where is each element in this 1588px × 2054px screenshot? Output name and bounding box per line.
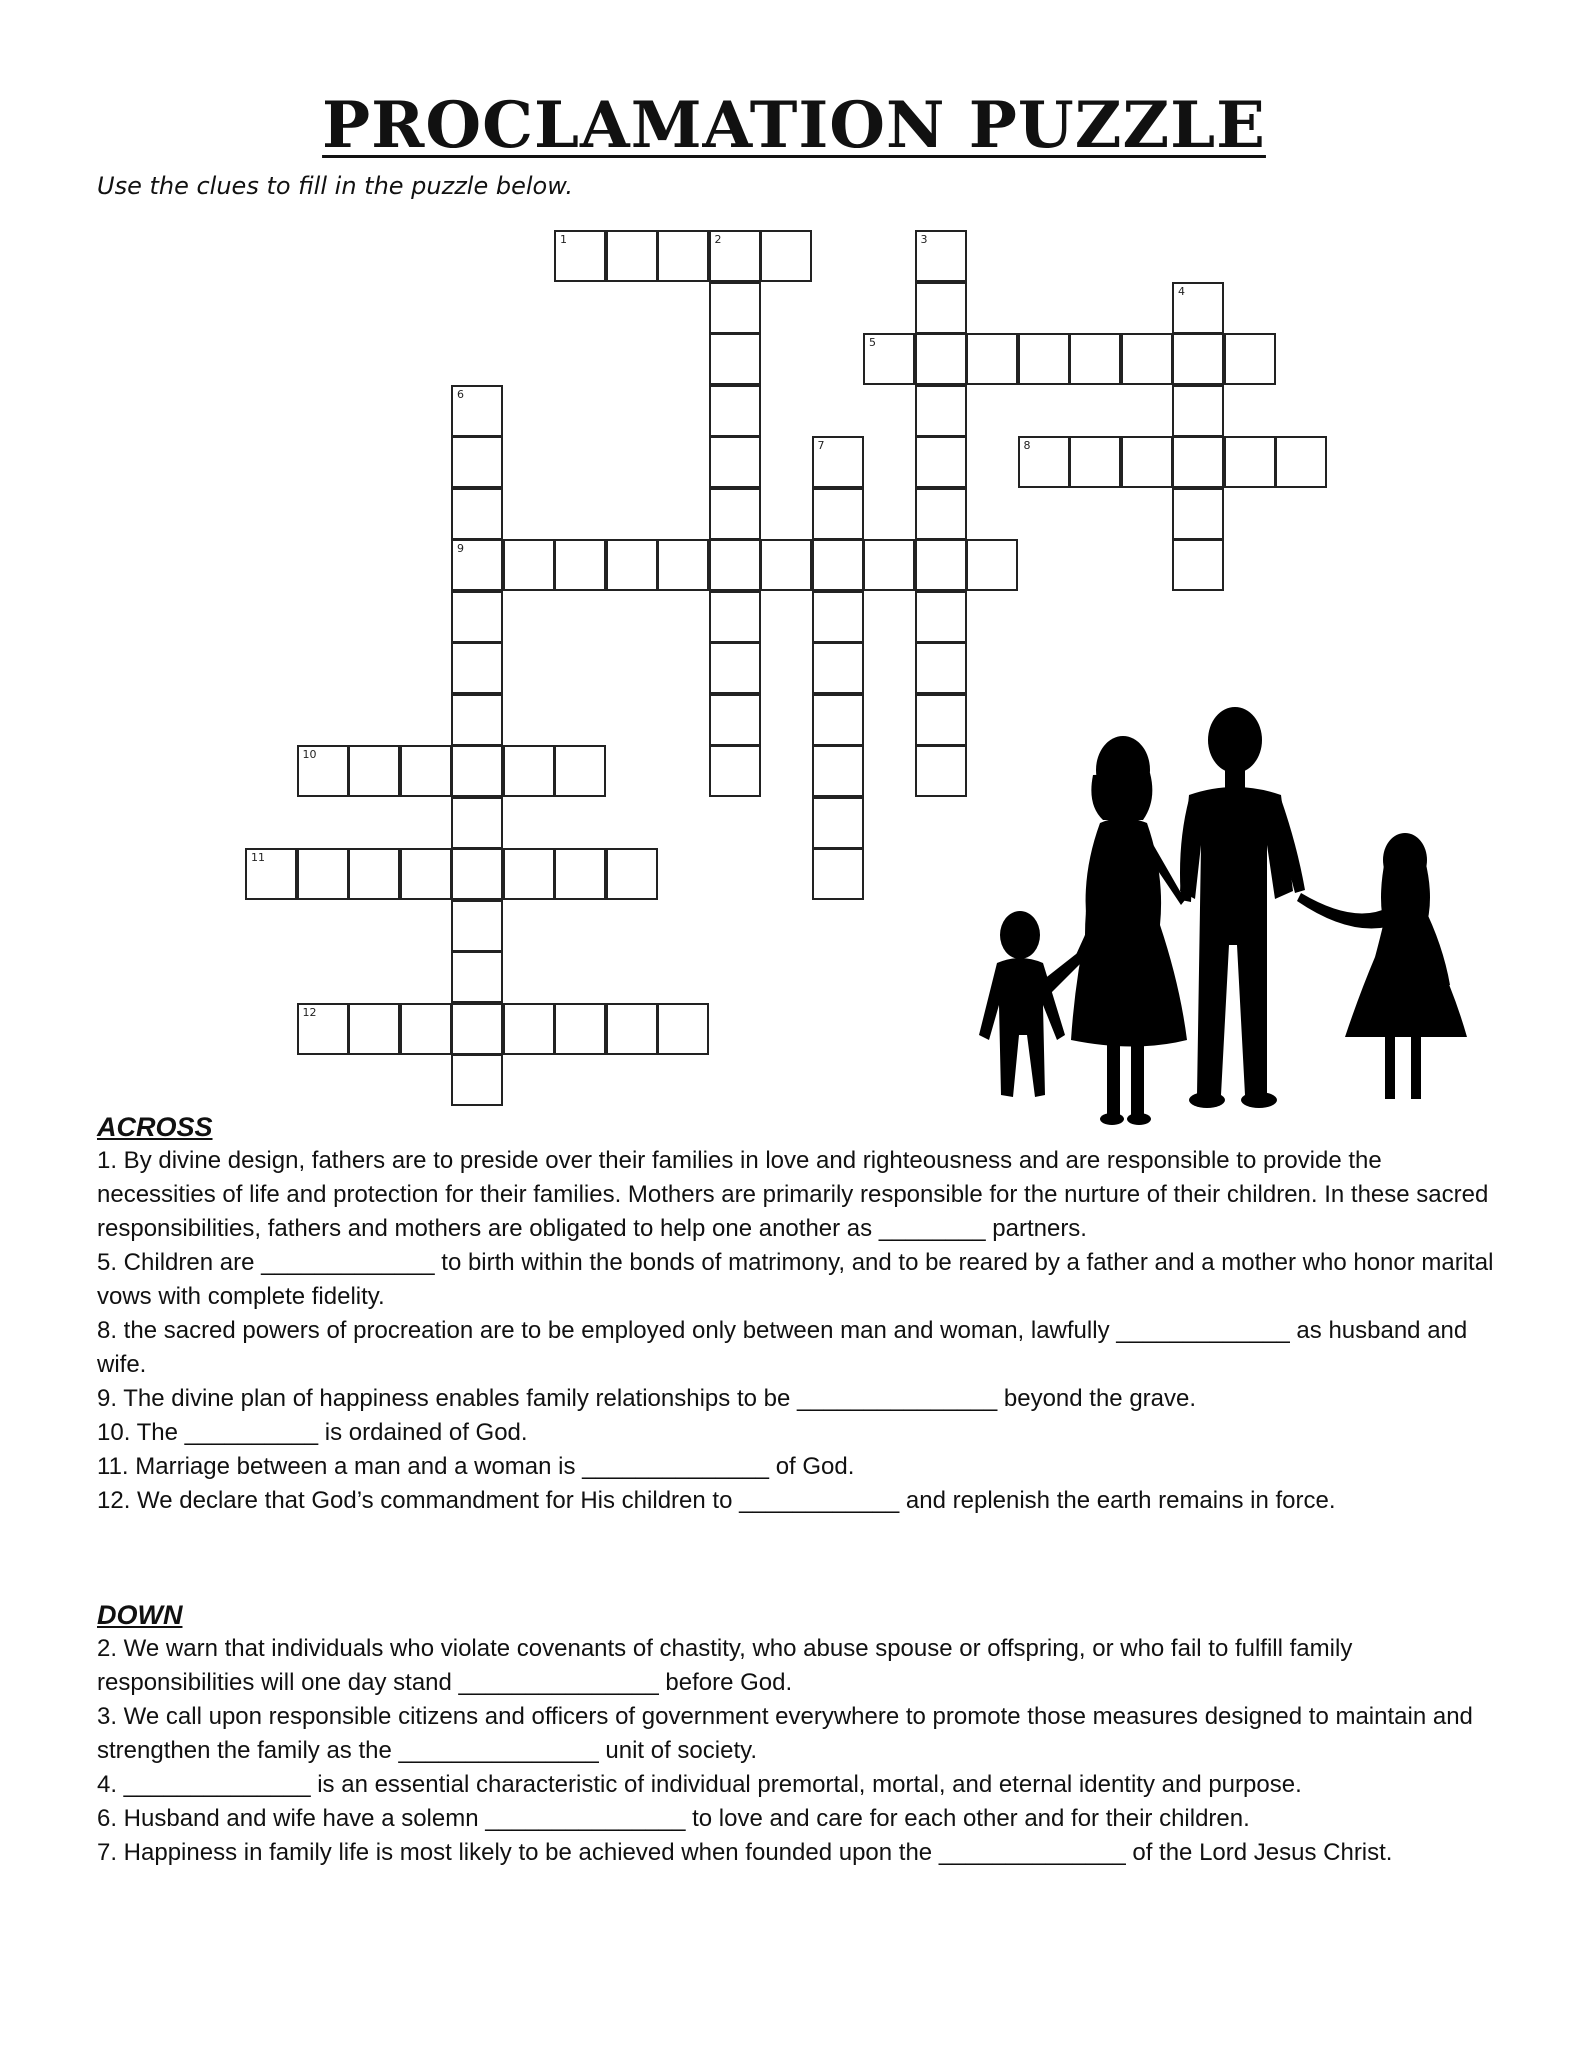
crossword-cell[interactable] [863,539,915,591]
crossword-cell[interactable] [245,848,297,900]
clue-number: 9 [457,542,464,555]
crossword-cell[interactable] [297,745,349,797]
clue-number: 4 [1178,284,1185,298]
across-clue-8: 8. the sacred powers of procreation are to be employed only between man and woman, lawfully _____________ as husband and wife. [97,1317,1474,1378]
down-clue-4: 4. ______________ is an essential characteristic of individual premortal, mortal, and eternal identity and purpose. [97,1771,1302,1798]
crossword-cell[interactable] [1018,333,1070,385]
crossword-cell[interactable] [709,642,761,694]
crossword-cell[interactable] [915,539,967,591]
crossword-cell[interactable] [451,385,503,437]
crossword-cell[interactable] [812,797,864,849]
down-clue-3: 3. We call upon responsible citizens and officers of government everywhere to promote those measures designed to maintain and strengthen the family as the _______________ unit of society. [97,1703,1480,1764]
crossword-cell[interactable] [1172,539,1224,591]
crossword-cell[interactable] [709,745,761,797]
crossword-cell[interactable] [1121,436,1173,488]
crossword-cell[interactable] [606,539,658,591]
crossword-cell[interactable] [451,539,503,591]
down-clue-6: 6. Husband and wife have a solemn _______________ to love and care for each other and for their children. [97,1805,1250,1832]
page-title-text: PROCLAMATION PUZZLE [322,88,1266,163]
crossword-cell[interactable] [709,230,761,282]
family-silhouette-icon [975,695,1495,1130]
crossword-cell[interactable] [348,745,400,797]
crossword-cell[interactable] [760,539,812,591]
crossword-cell[interactable] [966,539,1018,591]
crossword-cell[interactable] [503,1003,555,1055]
crossword-cell[interactable] [709,539,761,591]
crossword-cell[interactable] [709,282,761,334]
down-heading: DOWN [97,1600,183,1630]
crossword-cell[interactable] [657,1003,709,1055]
crossword-cell[interactable] [1224,333,1276,385]
crossword-cell[interactable] [812,591,864,643]
clue-number: 3 [920,233,928,246]
crossword-cell[interactable] [606,848,658,900]
crossword-cell[interactable] [451,1003,503,1055]
across-clue-11: 11. Marriage between a man and a woman is ______________ of God. [97,1453,855,1480]
crossword-cell[interactable] [709,488,761,540]
crossword-cell[interactable] [1172,282,1224,334]
crossword-cell[interactable] [1172,488,1224,540]
crossword-cell[interactable] [554,745,606,797]
clue-number: 1 [560,233,567,246]
crossword-cell[interactable] [1224,436,1276,488]
crossword-cell[interactable] [451,436,503,488]
crossword-cell[interactable] [915,230,967,282]
crossword-cell[interactable] [1069,436,1121,488]
across-clue-12: 12. We declare that God’s commandment for His children to ____________ and replenish the earth remains in force. [97,1487,1336,1514]
crossword-cell[interactable] [915,745,967,797]
crossword-cell[interactable] [400,745,452,797]
crossword-cell[interactable] [451,488,503,540]
crossword-cell[interactable] [348,848,400,900]
across-clue-9: 9. The divine plan of happiness enables family relationships to be _______________ beyond the grave. [97,1385,1197,1412]
crossword-cell[interactable] [863,333,915,385]
woman-figure [1071,736,1187,1125]
crossword-cell[interactable] [812,745,864,797]
crossword-cell[interactable] [451,848,503,900]
crossword-cell[interactable] [709,591,761,643]
crossword-cell[interactable] [1069,333,1121,385]
crossword-cell[interactable] [606,230,658,282]
crossword-cell[interactable] [554,539,606,591]
across-clue-list [97,1144,1501,1518]
crossword-cell[interactable] [554,848,606,900]
crossword-cell[interactable] [451,797,503,849]
clue-number: 2 [714,233,722,246]
crossword-cell[interactable] [400,848,452,900]
across-heading: ACROSS [97,1112,213,1142]
crossword-cell[interactable] [812,436,864,488]
clue-number: 5 [869,336,876,349]
clue-number: 7 [817,439,825,452]
crossword-cell[interactable] [451,591,503,643]
clue-number: 10 [302,748,317,761]
crossword-cell[interactable] [657,230,709,282]
crossword-cell[interactable] [915,694,967,746]
crossword-cell[interactable] [451,951,503,1003]
crossword-cell[interactable] [451,900,503,952]
crossword-cell[interactable] [657,539,709,591]
crossword-cell[interactable] [812,642,864,694]
crossword-cell[interactable] [503,745,555,797]
crossword-cell[interactable] [915,333,967,385]
crossword-cell[interactable] [760,230,812,282]
crossword-cell[interactable] [812,539,864,591]
crossword-cell[interactable] [554,230,606,282]
crossword-cell[interactable] [503,539,555,591]
crossword-cell[interactable] [915,282,967,334]
crossword-cell[interactable] [451,694,503,746]
man-figure [1180,707,1305,1108]
crossword-cell[interactable] [915,436,967,488]
crossword-cell[interactable] [915,591,967,643]
clue-number: 6 [457,387,464,401]
crossword-cell[interactable] [709,436,761,488]
crossword-cell[interactable] [915,642,967,694]
crossword-cell[interactable] [503,848,555,900]
crossword-cell[interactable] [915,385,967,437]
crossword-cell[interactable] [606,1003,658,1055]
down-clue-7: 7. Happiness in family life is most likely to be achieved when founded upon the ______________ of the Lord Jesus Christ. [97,1839,1393,1866]
crossword-cell[interactable] [1172,333,1224,385]
girl-figure [1297,833,1467,1099]
crossword-cell[interactable] [451,745,503,797]
crossword-cell[interactable] [297,848,349,900]
crossword-cell[interactable] [554,1003,606,1055]
down-clue-list [97,1632,1497,1870]
crossword-cell[interactable] [709,333,761,385]
crossword-cell[interactable] [812,694,864,746]
down-clue-2: 2. We warn that individuals who violate covenants of chastity, who abuse spouse or offspring, or who fail to fulfill family responsibilities will one day stand _______________ before God. [97,1635,1359,1696]
crossword-cell[interactable] [451,642,503,694]
crossword-cell[interactable] [400,1003,452,1055]
crossword-cell[interactable] [1018,436,1070,488]
crossword-cell[interactable] [915,488,967,540]
clue-number: 11 [251,851,265,864]
instructions: Use the clues to fill in the puzzle below. [97,172,573,200]
crossword-cell[interactable] [812,488,864,540]
across-clue-10: 10. The __________ is ordained of God. [97,1419,528,1446]
across-clue-5: 5. Children are _____________ to birth within the bonds of matrimony, and to be reared by a father and a mother who honor marital vows with complete fidelity. [97,1249,1501,1310]
crossword-cell[interactable] [451,1054,503,1106]
crossword-cell[interactable] [812,848,864,900]
crossword-cell[interactable] [1172,385,1224,437]
across-clue-1: 1. By divine design, fathers are to preside over their families in love and righteousness and are responsible to provide the necessities of life and protection for their families. Mothers are primarily responsible for the nurture of their children. In these sacred responsibilities, fathers and mothers are obligated to help one another as ________ partners. [97,1147,1495,1242]
crossword-cell[interactable] [709,385,761,437]
crossword-cell[interactable] [1275,436,1327,488]
clue-number: 8 [1023,439,1031,452]
crossword-cell[interactable] [709,694,761,746]
crossword-cell[interactable] [1121,333,1173,385]
clue-number: 12 [302,1005,317,1019]
crossword-cell[interactable] [1172,436,1224,488]
crossword-cell[interactable] [966,333,1018,385]
crossword-cell[interactable] [348,1003,400,1055]
crossword-cell[interactable] [297,1003,349,1055]
